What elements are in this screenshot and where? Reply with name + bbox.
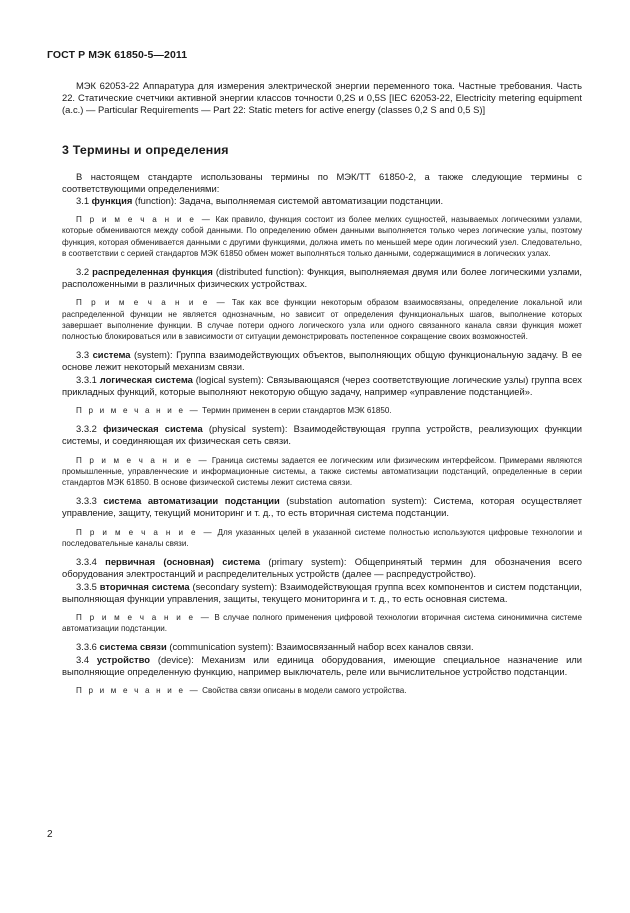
note-text: Как правило, функция состоит из более мелких сущностей, называемых логическими узлами, которые обмениваются между собой данными. По определению обмен данными выполняется только через логические узлы, поэтому функция, которая обменивается данными с другими функциями, должна иметь по меньшей мере один логический узел. Следовательно, в соответствии с серией стандартов МЭК 61850 обмен может выполняться только данными, содержащимися в логических узлах. xyxy=(62,215,583,258)
note-3-3-3 xyxy=(62,527,582,549)
note-text: Граница системы задается ее логическим или физическим интерфейсом. Примерами являются промышленные, управленческие и информационные системы, а также системы автоматизации подстанций, определенные в серии стандартов МЭК 61850. В основе физической системы лежит система связи. xyxy=(62,455,583,488)
term-3-3-6 xyxy=(62,641,582,653)
term-3-3-1 xyxy=(62,374,582,398)
term-definition: (logical system): Связывающаяся (через соответствующие логические узлы) группа всех прикладных функций, которые выполняют некоторую общую задачу, например «управление подстанцией». xyxy=(62,373,582,397)
intro-paragraph: В настоящем стандарте использованы термины по МЭК/ТТ 61850-2, а также следующие термины с соответствующими определениями: xyxy=(62,170,582,194)
note-label: П р и м е ч а н и е — xyxy=(76,685,200,695)
note-3-4 xyxy=(62,685,582,696)
term-number: 3.3.1 xyxy=(76,373,97,385)
term-definition: (communication system): Взаимосвязанный набор всех каналов связи. xyxy=(169,641,474,653)
term-3-2 xyxy=(62,266,582,290)
note-3-3-5 xyxy=(62,612,582,634)
term-number: 3.3.4 xyxy=(76,556,97,568)
note-3-2 xyxy=(62,297,582,342)
term-number: 3.3.3 xyxy=(76,495,97,507)
term-title: первичная (основная) система xyxy=(105,556,261,568)
term-3-3-3 xyxy=(62,495,582,519)
term-3-3-2 xyxy=(62,423,582,447)
term-3-3-5 xyxy=(62,581,582,605)
term-title: система xyxy=(92,349,131,361)
term-title: логическая система xyxy=(99,373,193,385)
section-heading: 3 Термины и определения xyxy=(62,142,229,157)
term-title: функция xyxy=(91,195,133,207)
term-title: распределенная функция xyxy=(92,266,213,278)
note-3-3-2 xyxy=(62,455,582,489)
term-definition: (system): Группа взаимодействующих объектов, выполняющих общую функциональную задачу. В ее основе лежит некоторый механизм связи. xyxy=(62,349,583,373)
term-definition: (device): Механизм или единица оборудования, имеющие специальное назначение или выполняющие определенную функцию, например выключатель, реле или вычислительное устройство подстанции. xyxy=(62,653,583,677)
term-3-4 xyxy=(62,654,582,678)
term-title: вторичная система xyxy=(99,580,190,592)
note-label: П р и м е ч а н и е — xyxy=(76,298,227,308)
term-title: устройство xyxy=(96,653,151,665)
term-definition: (physical system): Взаимодействующая группа устройств, реализующих функции системы, и соединяющая их физическая сеть связи. xyxy=(62,423,583,447)
note-text: В случае полного применения цифровой технологии вторичная система синонимична системе автоматизации подстанции. xyxy=(62,612,582,634)
note-label: П р и м е ч а н и е — xyxy=(76,455,209,465)
note-3-3-1 xyxy=(62,405,582,416)
running-header: ГОСТ Р МЭК 61850-5—2011 xyxy=(47,49,188,61)
note-label: П р и м е ч а н и е — xyxy=(76,527,214,537)
term-definition: (distributed function): Функция, выполняемая двумя или более логическими узлами, расположенными в различных физических устройствах. xyxy=(62,266,582,290)
note-text: Термин применен в серии стандартов МЭК 61850. xyxy=(202,406,392,416)
term-title: система автоматизации подстанции xyxy=(103,495,280,507)
note-label: П р и м е ч а н и е — xyxy=(76,612,212,622)
note-text: Свойства связи описаны в модели самого устройства. xyxy=(202,685,407,695)
term-title: физическая система xyxy=(103,423,203,435)
note-text: Так как все функции некоторым образом взаимосвязаны, определение локальной или распределенной функции не является однозначным, но зависит от определения функциональных шагов, выполнение которых завершает выполнение функции. В случае потери одного логического узла или одного связанного канала связи функция может полностью блокироваться или в зависимости от ситуации демонстрировать постепенное сокращение своих возможностей. xyxy=(62,298,582,342)
term-number: 3.4 xyxy=(76,653,90,665)
term-number: 3.3.2 xyxy=(76,423,97,435)
term-3-1 xyxy=(62,195,582,207)
page-number: 2 xyxy=(47,829,53,840)
term-3-3 xyxy=(62,349,582,373)
note-label: П р и м е ч а н и е — xyxy=(76,215,213,225)
term-number: 3.2 xyxy=(76,266,90,278)
term-number: 3.3 xyxy=(76,349,90,361)
note-3-1 xyxy=(62,214,582,259)
term-title: система связи xyxy=(99,641,167,653)
term-definition: (primary system): Общепринятый термин для обозначения всего оборудования электростанций и распределительных устройств (далее — распредустройство). xyxy=(62,556,582,580)
reference-entry: МЭК 62053-22 Аппаратура для измерения электрической энергии переменного тока. Частные требования. Часть 22. Статические счетчики активной энергии классов точности 0,2S и 0,5S [IEC 62053-22, Electricity metering equipment (a.c.) — Particular Requirements — Part 22: Static meters for active energy (classes 0,2 S and 0,5 S)] xyxy=(62,80,582,116)
term-number: 3.3.6 xyxy=(76,641,97,653)
note-text: Для указанных целей в указанной системе полностью используются цифровые технологии и последовательные каналы связи. xyxy=(62,527,583,548)
term-definition: (secondary system): Взаимодействующая группа всех компонентов и систем подстанции, выполняющая функции управления, защиты, текущего мониторинга и т. д., то есть основная система. xyxy=(62,580,583,604)
term-3-3-4 xyxy=(62,556,582,580)
page-body xyxy=(62,80,582,696)
term-number: 3.3.5 xyxy=(76,580,97,592)
term-definition: (function): Задача, выполняемая системой автоматизации подстанции. xyxy=(134,195,444,207)
note-label: П р и м е ч а н и е — xyxy=(76,406,200,416)
term-number: 3.1 xyxy=(76,195,90,207)
term-definition: (substation automation system): Система, которая осуществляет управление, защиту, текущий мониторинг и т. д., то есть вторичная система подстанции. xyxy=(62,495,582,519)
